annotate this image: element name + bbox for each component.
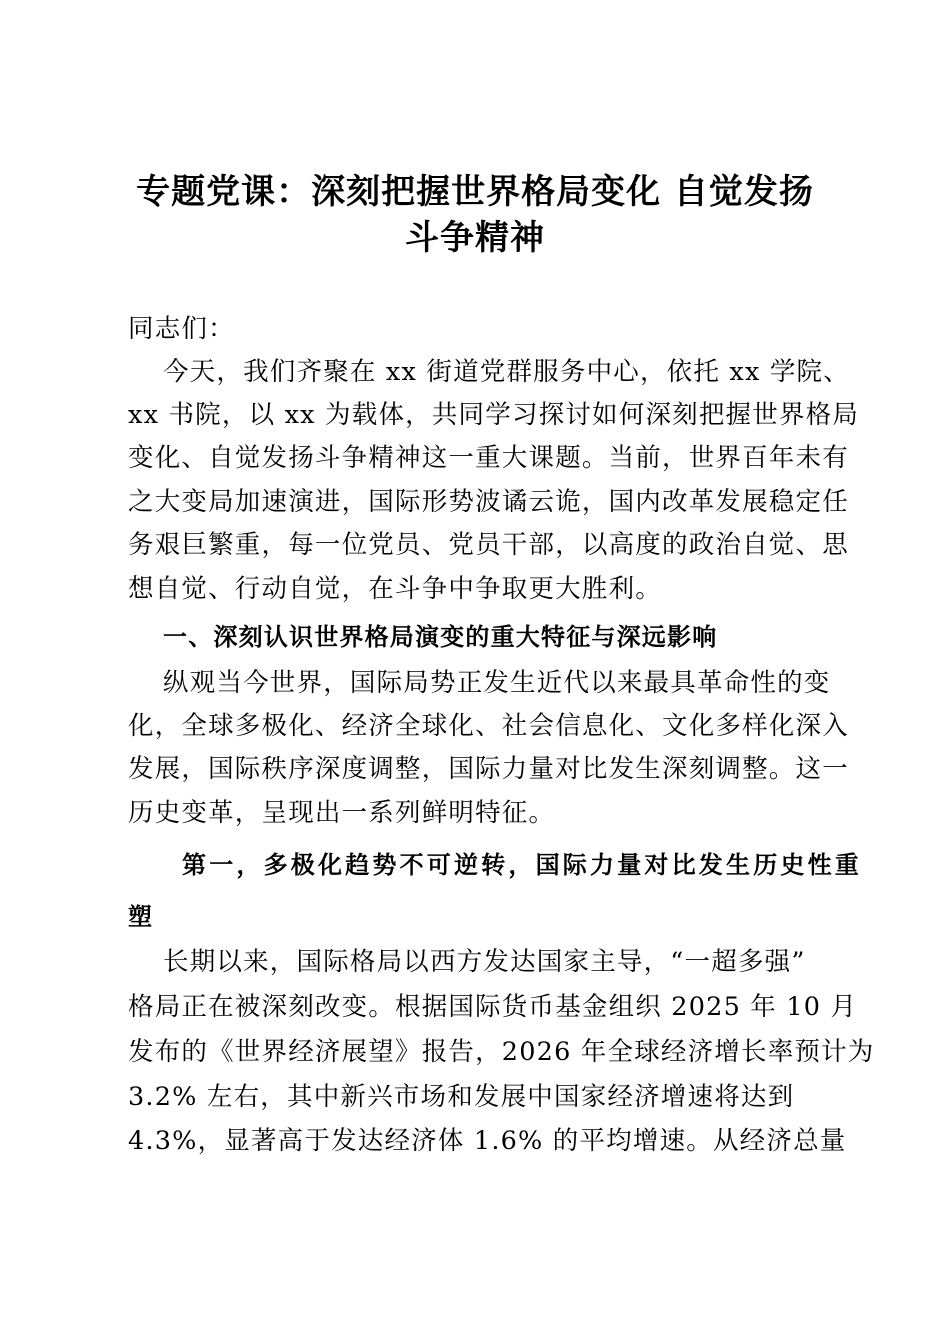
section-body-line: 纵观当今世界，国际局势正发生近代以来最具革命性的变: [163, 668, 831, 698]
body-line: 发布的《世界经济展望》报告，2026 年全球经济增长率预计为: [128, 1037, 875, 1067]
document-title-line-2: 斗争精神: [405, 218, 545, 258]
body-line: 长期以来，国际格局以西方发达国家主导，“一超多强”: [163, 947, 806, 977]
intro-line: 想自觉、行动自觉，在斗争中争取更大胜利。: [128, 574, 663, 604]
body-line: 3.2% 左右，其中新兴市场和发展中国家经济增速将达到: [128, 1082, 795, 1112]
body-line: 格局正在被深刻改变。根据国际货币基金组织 2025 年 10 月: [128, 992, 858, 1022]
body-line: 4.3%，显著高于发达经济体 1.6% 的平均增速。从经济总量: [128, 1126, 847, 1156]
salutation: 同志们：: [128, 314, 235, 344]
section-body-line: 历史变革，呈现出一系列鲜明特征。: [128, 798, 556, 828]
intro-line: 之大变局加速演进，国际形势波谲云诡，国内改革发展稳定任: [128, 487, 849, 517]
intro-line: 变化、自觉发扬斗争精神这一重大课题。当前，世界百年未有: [128, 443, 849, 473]
section-body-line: 化，全球多极化、经济全球化、社会信息化、文化多样化深入: [128, 711, 849, 741]
intro-line: 今天，我们齐聚在 xx 街道党群服务中心，依托 xx 学院、: [163, 357, 850, 387]
section-body-line: 发展，国际秩序深度调整，国际力量对比发生深刻调整。这一: [128, 754, 849, 784]
subheading-line-2: 塑: [128, 903, 154, 931]
intro-line: 务艰巨繁重，每一位党员、党员干部，以高度的政治自觉、思: [128, 530, 849, 560]
intro-line: xx 书院，以 xx 为载体，共同学习探讨如何深刻把握世界格局: [128, 400, 860, 430]
document-title-line-1: 专题党课：深刻把握世界格局变化 自觉发扬: [136, 172, 814, 212]
section-heading: 一、深刻认识世界格局演变的重大特征与深远影响: [163, 623, 718, 651]
subheading-line-1: 第一，多极化趋势不可逆转，国际力量对比发生历史性重: [182, 851, 862, 879]
